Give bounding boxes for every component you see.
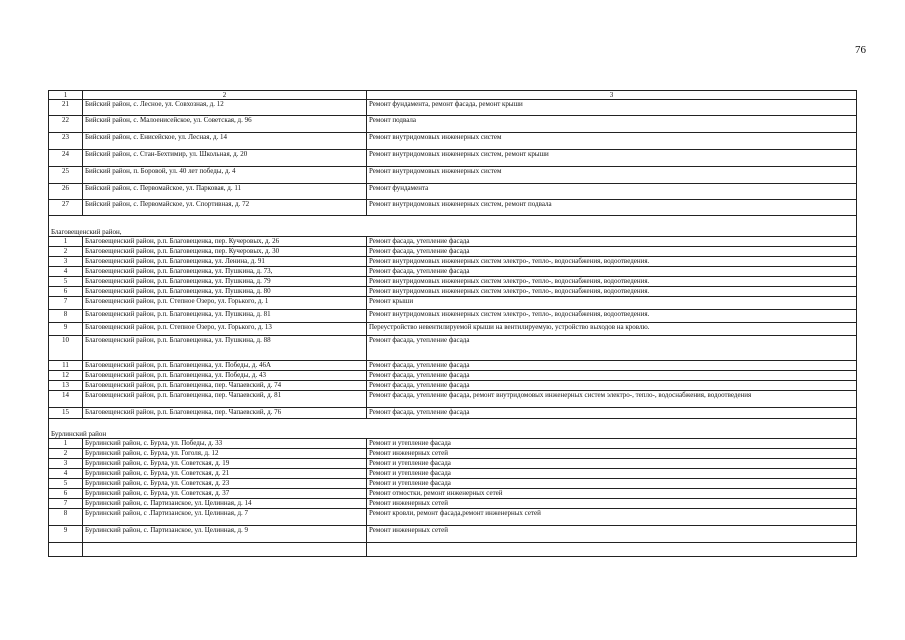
table-row — [49, 449, 857, 459]
empty-cell — [367, 543, 857, 557]
address-cell: Благовещенский район, р.п. Благовещенка, пер. Кучеровых, д. 30 — [83, 247, 367, 257]
address-cell: Благовещенский район, р.п. Благовещенка, пер. Чапаевский, д. 74 — [83, 381, 367, 391]
address-cell: Бурлинский район, с. Бурла, ул. Победы, д. 33 — [83, 439, 367, 449]
table-row — [49, 297, 857, 310]
work-cell: Ремонт внутридомовых инженерных систем электро-, тепло-, водоснабжения, водоотведения. — [367, 310, 857, 323]
table-row — [49, 167, 857, 184]
table-row — [49, 543, 857, 557]
work-cell: Ремонт внутридомовых инженерных систем, ремонт крыши — [367, 150, 857, 167]
address-cell: Бийский район, с. Первомайское, ул. Парковая, д. 11 — [83, 184, 367, 200]
table-row — [49, 509, 857, 526]
row-number: 12 — [49, 371, 83, 381]
table-row — [49, 310, 857, 323]
row-number: 6 — [49, 287, 83, 297]
row-number: 1 — [49, 439, 83, 449]
row-number: 25 — [49, 167, 83, 184]
table-row — [49, 200, 857, 216]
work-cell: Ремонт фасада, утепление фасада — [367, 247, 857, 257]
row-number: 11 — [49, 361, 83, 371]
table-row — [49, 361, 857, 371]
section-title: Бурлинский район — [49, 419, 857, 439]
address-cell: Благовещенский район, р.п. Благовещенка, ул. Пушкина, д. 88 — [83, 336, 367, 361]
work-cell: Ремонт внутридомовых инженерных систем, ремонт подвала — [367, 200, 857, 216]
table-row — [49, 237, 857, 247]
table-row — [49, 257, 857, 267]
row-number: 9 — [49, 526, 83, 543]
row-number: 23 — [49, 133, 83, 150]
row-number: 24 — [49, 150, 83, 167]
table-row — [49, 391, 857, 408]
row-number: 26 — [49, 184, 83, 200]
row-number: 3 — [49, 257, 83, 267]
row-number: 22 — [49, 116, 83, 133]
repair-list-table — [48, 90, 857, 557]
table-row — [49, 489, 857, 499]
table-row — [49, 277, 857, 287]
work-cell: Ремонт отмостки, ремонт инженерных сетей — [367, 489, 857, 499]
address-cell: Благовещенский район, р.п. Благовещенка, ул. Пушкина, д. 81 — [83, 310, 367, 323]
row-number: 4 — [49, 267, 83, 277]
work-cell: Ремонт и утепление фасада — [367, 459, 857, 469]
section-row — [49, 216, 857, 237]
table-row — [49, 479, 857, 489]
work-cell: Ремонт и утепление фасада — [367, 469, 857, 479]
work-cell: Ремонт фасада, утепление фасада — [367, 361, 857, 371]
table-row — [49, 371, 857, 381]
header-row — [49, 91, 857, 100]
address-cell: Бурлинский район, с. Партизанское, ул. Целинная, д. 14 — [83, 499, 367, 509]
work-cell: Ремонт инженерных сетей — [367, 449, 857, 459]
row-number: 5 — [49, 277, 83, 287]
column-header: 3 — [367, 91, 857, 100]
address-cell: Бурлинский район, с. Бурла, ул. Советская, д. 37 — [83, 489, 367, 499]
table-row — [49, 150, 857, 167]
row-number: 14 — [49, 391, 83, 408]
address-cell: Благовещенский район, р.п. Благовещенка, ул. Пушкина, д. 79 — [83, 277, 367, 287]
table-row — [49, 381, 857, 391]
work-cell: Ремонт крыши — [367, 297, 857, 310]
work-cell: Ремонт фундамента, ремонт фасада, ремонт крыши — [367, 100, 857, 116]
address-cell: Благовещенский район, р.п. Благовещенка, ул. Победы, д. 43 — [83, 371, 367, 381]
work-cell: Ремонт и утепление фасада — [367, 439, 857, 449]
address-cell: Бийский район, с. Лесное, ул. Совхозная, д. 12 — [83, 100, 367, 116]
row-number: 6 — [49, 489, 83, 499]
row-number: 1 — [49, 237, 83, 247]
address-cell: Благовещенский район, р.п. Благовещенка, пер. Чапаевский, д. 76 — [83, 408, 367, 419]
row-number: 21 — [49, 100, 83, 116]
table-row — [49, 408, 857, 419]
table-row — [49, 184, 857, 200]
address-cell: Бурлинский район, с. Бурла, ул. Советская, д. 21 — [83, 469, 367, 479]
table-row — [49, 336, 857, 361]
address-cell: Благовещенский район, р.п. Степное Озеро, ул. Горького, д. 1 — [83, 297, 367, 310]
address-cell: Благовещенский район, р.п. Благовещенка, ул. Пушкина, д. 73, — [83, 267, 367, 277]
work-cell: Ремонт внутридомовых инженерных систем электро-, тепло-, водоснабжения, водоотведения. — [367, 257, 857, 267]
work-cell: Ремонт и утепление фасада — [367, 479, 857, 489]
column-header: 1 — [49, 91, 83, 100]
row-number: 7 — [49, 297, 83, 310]
address-cell: Благовещенский район, р.п. Благовещенка, пер. Чапаевский, д. 81 — [83, 391, 367, 408]
row-number: 9 — [49, 323, 83, 336]
work-cell: Ремонт фасада, утепление фасада — [367, 381, 857, 391]
work-cell: Ремонт фасада, утепление фасада — [367, 371, 857, 381]
address-cell: Благовещенский район, р.п. Благовещенка, ул. Победы, д. 46А — [83, 361, 367, 371]
work-cell: Ремонт внутридомовых инженерных систем — [367, 167, 857, 184]
address-cell: Благовещенский район, р.п. Благовещенка, пер. Кучеровых, д. 26 — [83, 237, 367, 247]
table-row — [49, 469, 857, 479]
row-number: 13 — [49, 381, 83, 391]
table-row — [49, 116, 857, 133]
address-cell: Бийский район, с. Первомайское, ул. Спортивная, д. 72 — [83, 200, 367, 216]
row-number: 8 — [49, 310, 83, 323]
table-row — [49, 439, 857, 449]
address-cell: Бийский район, с. Енисейское, ул. Лесная, д. 14 — [83, 133, 367, 150]
empty-cell — [83, 543, 367, 557]
column-header: 2 — [83, 91, 367, 100]
address-cell: Бурлинский район, с. Бурла, ул. Советская, д. 23 — [83, 479, 367, 489]
address-cell: Бурлинский район, с. Партизанское, ул. Целинная, д. 9 — [83, 526, 367, 543]
work-cell: Ремонт фасада, утепление фасада — [367, 336, 857, 361]
work-cell: Ремонт внутридомовых инженерных систем — [367, 133, 857, 150]
row-number: 3 — [49, 459, 83, 469]
address-cell: Бурлинский район, с. Бурла, ул. Гоголя, д. 12 — [83, 449, 367, 459]
work-cell: Ремонт инженерных сетей — [367, 499, 857, 509]
row-number: 10 — [49, 336, 83, 361]
row-number: 2 — [49, 449, 83, 459]
address-cell: Благовещенский район, р.п. Благовещенка, ул. Ленина, д. 91 — [83, 257, 367, 267]
address-cell: Бийский район, п. Боровой, ул. 40 лет победы, д. 4 — [83, 167, 367, 184]
address-cell: Бийский район, с. Стан-Бехтимир, ул. Школьная, д. 20 — [83, 150, 367, 167]
work-cell: Ремонт фасада, утепление фасада — [367, 237, 857, 247]
row-number: 5 — [49, 479, 83, 489]
section-row — [49, 419, 857, 439]
row-number: 7 — [49, 499, 83, 509]
empty-cell — [49, 543, 83, 557]
work-cell: Переустройство невентилируемой крыши на вентилируемую, устройство выходов на кровлю. — [367, 323, 857, 336]
work-cell: Ремонт фасада, утепление фасада — [367, 267, 857, 277]
work-cell: Ремонт кровли, ремонт фасада,ремонт инженерных сетей — [367, 509, 857, 526]
work-cell: Ремонт фасада, утепление фасада — [367, 408, 857, 419]
row-number: 4 — [49, 469, 83, 479]
row-number: 8 — [49, 509, 83, 526]
work-cell: Ремонт внутридомовых инженерных систем электро-, тепло-, водоснабжения, водоотведения. — [367, 287, 857, 297]
row-number: 2 — [49, 247, 83, 257]
address-cell: Бурлинский район, с. Бурла, ул. Советская, д. 19 — [83, 459, 367, 469]
work-cell: Ремонт инженерных сетей — [367, 526, 857, 543]
row-number: 15 — [49, 408, 83, 419]
section-title: Благовещенский район, — [49, 216, 857, 237]
table-row — [49, 267, 857, 277]
work-cell: Ремонт подвала — [367, 116, 857, 133]
table-row — [49, 100, 857, 116]
address-cell: Бурлинский район, с .Партизанское, ул. Целинная, д. 7 — [83, 509, 367, 526]
address-cell: Благовещенский район, р.п. Степное Озеро, ул. Горького, д. 13 — [83, 323, 367, 336]
table-row — [49, 287, 857, 297]
table-row — [49, 499, 857, 509]
work-cell: Ремонт внутридомовых инженерных систем электро-, тепло-, водоснабжения, водоотведения. — [367, 277, 857, 287]
table-row — [49, 323, 857, 336]
row-number: 27 — [49, 200, 83, 216]
page-number: 76 — [855, 44, 866, 56]
table-row — [49, 133, 857, 150]
address-cell: Благовещенский район, р.п. Благовещенка, ул. Пушкина, д. 80 — [83, 287, 367, 297]
work-cell: Ремонт фасада, утепление фасада, ремонт внутридомовых инженерных систем электро-, тепло-, водоснабжения, водоотведения — [367, 391, 857, 408]
work-cell: Ремонт фундамента — [367, 184, 857, 200]
table-row — [49, 247, 857, 257]
address-cell: Бийский район, с. Малоенисейское, ул. Советская, д. 96 — [83, 116, 367, 133]
table-row — [49, 459, 857, 469]
table-row — [49, 526, 857, 543]
